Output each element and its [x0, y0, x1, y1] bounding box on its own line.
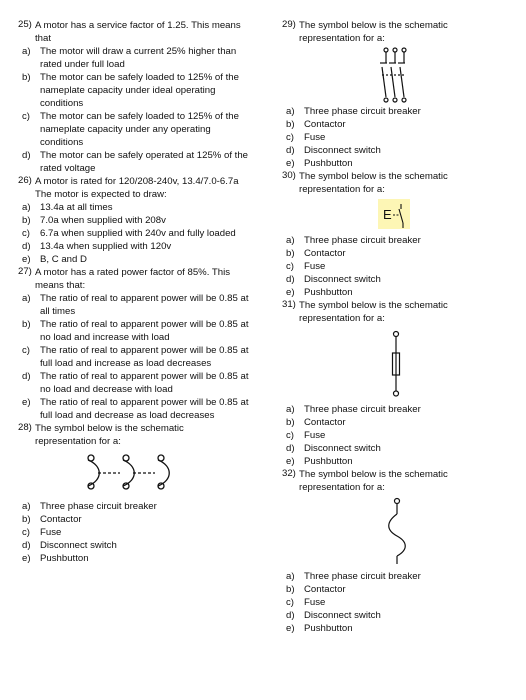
option-text: 6.7a when supplied with 240v and fully loaded: [40, 228, 236, 239]
option-text: Fuse: [304, 261, 326, 272]
options-list: [18, 45, 254, 175]
question-28: [18, 422, 254, 565]
pushbutton-symbol: [282, 196, 512, 234]
option-text: 13.4a at all times: [40, 202, 113, 213]
question-text: The symbol below is the schematic representation for a:: [299, 469, 448, 493]
option-text: The ratio of real to apparent power will be 0.85 at full load and decrease as load decreases: [40, 397, 249, 421]
option-text: The ratio of real to apparent power will be 0.85 at no load and increase with load: [40, 319, 249, 343]
option-c[interactable]: [18, 110, 254, 149]
option-letter: b): [22, 514, 31, 525]
options-list: [18, 201, 254, 266]
circuit-breaker-icon: [58, 448, 218, 500]
option-c[interactable]: [282, 596, 512, 609]
option-letter: a): [286, 235, 295, 246]
option-b[interactable]: [282, 583, 512, 596]
option-e[interactable]: [282, 455, 512, 468]
option-text: The motor can be safely operated at 125% of the rated voltage: [40, 150, 248, 174]
symbol-label: E: [383, 207, 392, 222]
option-letter: e): [22, 254, 31, 265]
option-text: B, C and D: [40, 254, 87, 265]
option-text: Disconnect switch: [304, 145, 381, 156]
question-text: A motor has a rated power factor of 85%. This means that:: [35, 267, 230, 291]
question-number: 28): [18, 422, 32, 433]
option-d[interactable]: [18, 149, 254, 175]
options-list: [282, 403, 512, 468]
option-a[interactable]: [282, 570, 512, 583]
option-b[interactable]: [282, 247, 512, 260]
option-b[interactable]: [282, 416, 512, 429]
question-number: 31): [282, 299, 296, 310]
option-a[interactable]: [18, 201, 254, 214]
option-letter: a): [22, 501, 31, 512]
option-letter: c): [22, 345, 30, 356]
option-letter: c): [286, 597, 294, 608]
options-list: [18, 292, 254, 422]
option-a[interactable]: [18, 45, 254, 71]
s-curve-fuse-icon: [282, 494, 512, 570]
option-text: Disconnect switch: [304, 274, 381, 285]
disconnect-switch-icon: [282, 45, 512, 105]
option-letter: a): [22, 46, 31, 57]
option-letter: a): [286, 106, 295, 117]
option-text: 7.0a when supplied with 208v: [40, 215, 166, 226]
option-b[interactable]: [18, 318, 254, 344]
option-e[interactable]: [282, 286, 512, 299]
option-text: Contactor: [40, 514, 82, 525]
option-letter: e): [286, 623, 295, 634]
option-letter: d): [22, 540, 31, 551]
option-letter: c): [22, 111, 30, 122]
question-text: A motor has a service factor of 1.25. This means that: [35, 20, 241, 44]
option-d[interactable]: [18, 240, 254, 253]
option-d[interactable]: [282, 144, 512, 157]
options-list: [282, 105, 512, 170]
option-a[interactable]: [282, 403, 512, 416]
option-a[interactable]: [18, 500, 254, 513]
option-a[interactable]: [282, 234, 512, 247]
option-text: Contactor: [304, 584, 346, 595]
question-29: [282, 19, 512, 170]
option-text: Fuse: [40, 527, 62, 538]
option-letter: d): [286, 274, 295, 285]
option-letter: e): [286, 287, 295, 298]
question-27: [18, 266, 254, 422]
option-letter: d): [22, 241, 31, 252]
option-d[interactable]: [282, 273, 512, 286]
question-30: [282, 170, 512, 299]
option-letter: b): [286, 417, 295, 428]
option-b[interactable]: [18, 214, 254, 227]
option-letter: d): [22, 150, 31, 161]
option-b[interactable]: [18, 71, 254, 110]
option-text: Pushbutton: [304, 287, 353, 298]
option-e[interactable]: [18, 396, 254, 422]
option-text: Fuse: [304, 132, 326, 143]
option-d[interactable]: [282, 609, 512, 622]
option-c[interactable]: [282, 131, 512, 144]
option-text: The motor will draw a current 25% higher than rated under full load: [40, 46, 237, 70]
option-text: The ratio of real to apparent power will be 0.85 at all times: [40, 293, 249, 317]
option-text: 13.4a when supplied with 120v: [40, 241, 172, 252]
option-e[interactable]: [18, 253, 254, 266]
fuse-symbol: [282, 325, 512, 403]
option-b[interactable]: [282, 118, 512, 131]
fuse-s-curve-symbol: [282, 494, 512, 570]
option-text: Three phase circuit breaker: [304, 106, 421, 117]
question-text: A motor is rated for 120/208-240v, 13.4/7.0-6.7a The motor is expected to draw:: [35, 176, 239, 200]
option-text: Contactor: [304, 248, 346, 259]
option-e[interactable]: [18, 552, 254, 565]
question-text: The symbol below is the schematic representation for a:: [299, 300, 448, 324]
option-text: Contactor: [304, 417, 346, 428]
option-text: Disconnect switch: [40, 540, 117, 551]
question-25: [18, 19, 254, 175]
option-e[interactable]: [282, 622, 512, 635]
options-list: [18, 500, 254, 565]
question-number: 26): [18, 175, 32, 186]
options-list: [282, 234, 512, 299]
option-d[interactable]: [18, 370, 254, 396]
disconnect-switch-3-pole-symbol: [282, 45, 512, 105]
option-text: The ratio of real to apparent power will be 0.85 at full load and increase as load decreases: [40, 345, 249, 369]
option-text: Fuse: [304, 597, 326, 608]
option-letter: b): [22, 215, 31, 226]
option-letter: e): [286, 456, 295, 467]
option-letter: e): [22, 397, 31, 408]
option-letter: c): [286, 430, 294, 441]
option-letter: d): [286, 145, 295, 156]
option-letter: d): [286, 443, 295, 454]
option-letter: e): [286, 158, 295, 169]
option-letter: c): [286, 261, 294, 272]
option-text: Pushbutton: [304, 456, 353, 467]
option-e[interactable]: [282, 157, 512, 170]
option-text: Pushbutton: [304, 158, 353, 169]
option-d[interactable]: [282, 442, 512, 455]
option-text: Three phase circuit breaker: [304, 235, 421, 246]
option-letter: e): [22, 553, 31, 564]
option-letter: b): [286, 248, 295, 259]
option-text: Three phase circuit breaker: [40, 501, 157, 512]
option-a[interactable]: [282, 105, 512, 118]
question-number: 30): [282, 170, 296, 181]
option-c[interactable]: [18, 344, 254, 370]
right-column: [282, 0, 518, 635]
pushbutton-icon: [282, 196, 512, 234]
question-26: [18, 175, 254, 266]
option-text: Pushbutton: [40, 553, 89, 564]
question-number: 32): [282, 468, 296, 479]
option-letter: a): [22, 293, 31, 304]
option-text: The motor can be safely loaded to 125% of the nameplate capacity under ideal operating conditions: [40, 72, 239, 109]
question-text: The symbol below is the schematic representation for a:: [299, 20, 448, 44]
option-text: Contactor: [304, 119, 346, 130]
option-letter: c): [286, 132, 294, 143]
question-number: 29): [282, 19, 296, 30]
option-text: Disconnect switch: [304, 610, 381, 621]
option-letter: c): [22, 527, 30, 538]
option-text: Three phase circuit breaker: [304, 571, 421, 582]
option-d[interactable]: [18, 539, 254, 552]
question-text: The symbol below is the schematic representation for a:: [35, 423, 184, 447]
question-31: [282, 299, 512, 468]
option-letter: b): [22, 319, 31, 330]
option-letter: d): [286, 610, 295, 621]
option-letter: a): [286, 404, 295, 415]
option-b[interactable]: [18, 513, 254, 526]
option-letter: b): [286, 119, 295, 130]
option-letter: b): [286, 584, 295, 595]
option-a[interactable]: [18, 292, 254, 318]
option-c[interactable]: [18, 227, 254, 240]
left-column: [18, 0, 263, 565]
option-letter: a): [286, 571, 295, 582]
option-text: Pushbutton: [304, 623, 353, 634]
question-number: 25): [18, 19, 32, 30]
question-text: The symbol below is the schematic representation for a:: [299, 171, 448, 195]
option-text: The motor can be safely loaded to 125% of the nameplate capacity under any operating conditions: [40, 111, 239, 148]
question-32: [282, 468, 512, 635]
fuse-icon: [282, 325, 512, 403]
option-c[interactable]: [282, 429, 512, 442]
option-text: Disconnect switch: [304, 443, 381, 454]
option-letter: b): [22, 72, 31, 83]
option-text: The ratio of real to apparent power will be 0.85 at no load and decrease with load: [40, 371, 249, 395]
option-text: Three phase circuit breaker: [304, 404, 421, 415]
options-list: [282, 570, 512, 635]
option-c[interactable]: [282, 260, 512, 273]
circuit-breaker-3-pole-symbol: [58, 448, 254, 500]
option-letter: a): [22, 202, 31, 213]
question-number: 27): [18, 266, 32, 277]
option-c[interactable]: [18, 526, 254, 539]
option-letter: c): [22, 228, 30, 239]
option-letter: d): [22, 371, 31, 382]
option-text: Fuse: [304, 430, 326, 441]
